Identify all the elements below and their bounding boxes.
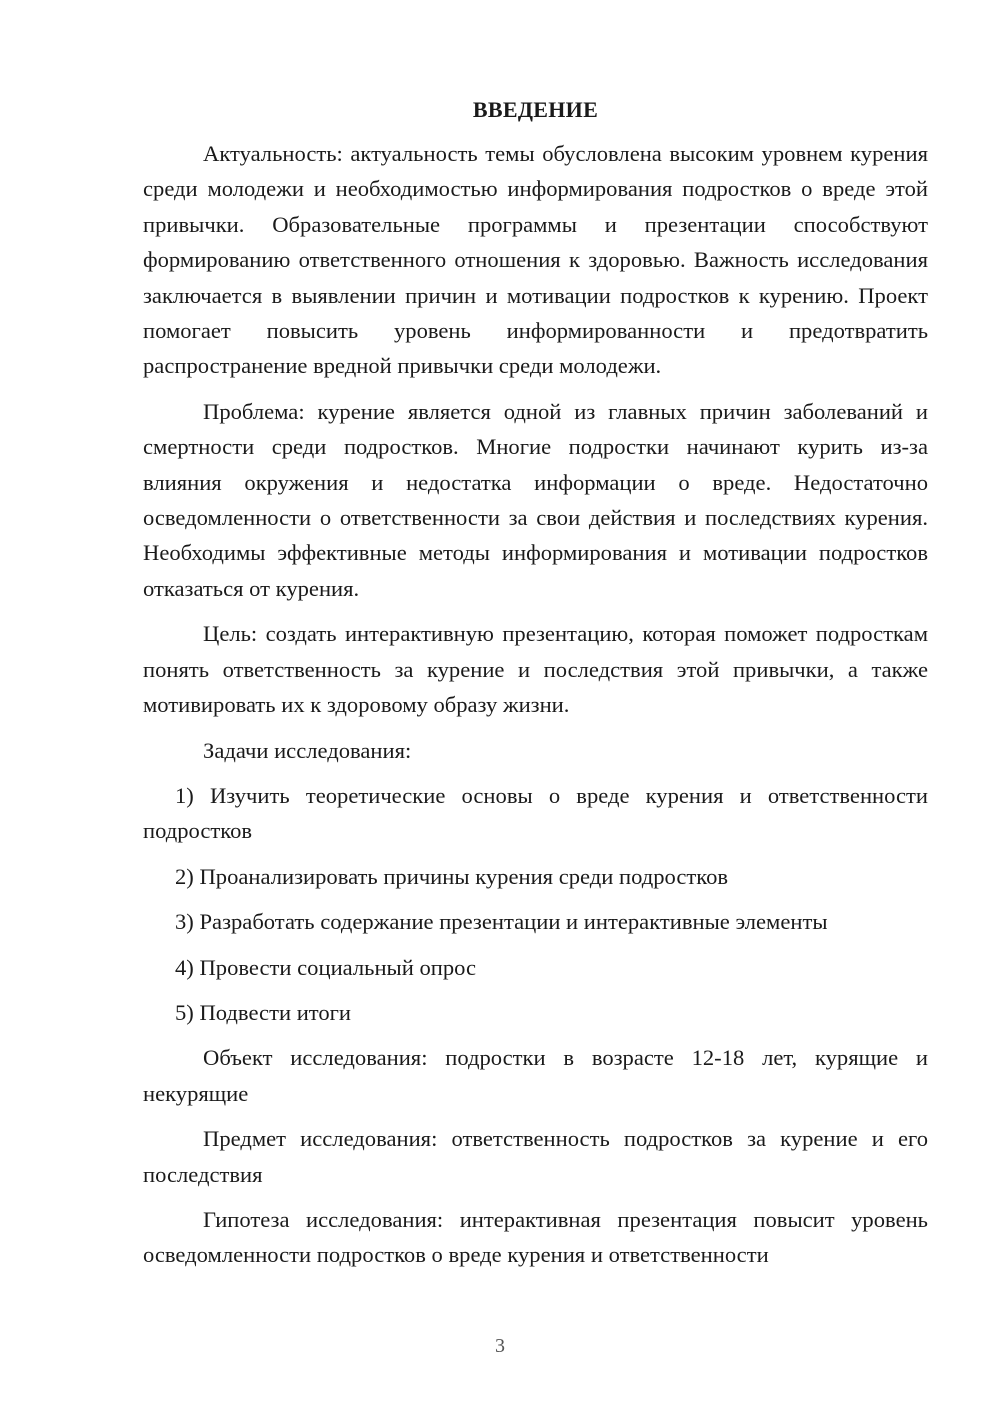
task-item: 4) Провести социальный опрос <box>175 954 477 980</box>
page-number: 3 <box>495 1335 505 1357</box>
hypothesis-paragraph: Гипотеза исследования: интерактивная презентация повысит уровень осведомленности подростков о вреде курения и ответственности <box>143 1206 928 1268</box>
problem-paragraph: Проблема: курение является одной из главных причин заболеваний и смертности среди подростков. Многие подростки начинают курить из-за влияния окружения и недостатка информации о вреде. Недостаточно осведомленности о ответственности за свои действия и последствиях курения. Необходимы эффективные методы информирования и мотивации подростков отказаться от курения. <box>143 398 928 601</box>
section-title: ВВЕДЕНИЕ <box>472 97 599 122</box>
task-item: 3) Разработать содержание презентации и интерактивные элементы <box>175 909 828 935</box>
object-paragraph: Объект исследования: подростки в возрасте 12-18 лет, курящие и некурящие <box>143 1045 928 1106</box>
subject-paragraph: Предмет исследования: ответственность подростков за курение и его последствия <box>143 1126 928 1187</box>
tasks-heading: Задачи исследования: <box>203 737 412 763</box>
task-item: 1) Изучить теоретические основы о вреде курения и ответственности подростков <box>143 782 928 844</box>
task-item: 5) Подвести итоги <box>175 999 352 1025</box>
page-content <box>143 92 928 1283</box>
task-item: 2) Проанализировать причины курения среди подростков <box>175 863 729 889</box>
goal-paragraph: Цель: создать интерактивную презентацию, которая поможет подросткам понять ответственность за курение и последствия этой привычки, а также мотивировать их к здоровому образу жизни. <box>143 621 928 718</box>
relevance-paragraph: Актуальность: актуальность темы обусловлена высоким уровнем курения среди молодежи и необходимостью информирования подростков о вреде этой привычки. Образовательные программы и презентации способствуют формированию ответственного отношения к здоровью. Важность исследования заключается в выявлении причин и мотивации подростков к курению. Проект помогает повысить уровень информированности и предотвратить распространение вредной привычки среди молодежи. <box>143 141 928 379</box>
